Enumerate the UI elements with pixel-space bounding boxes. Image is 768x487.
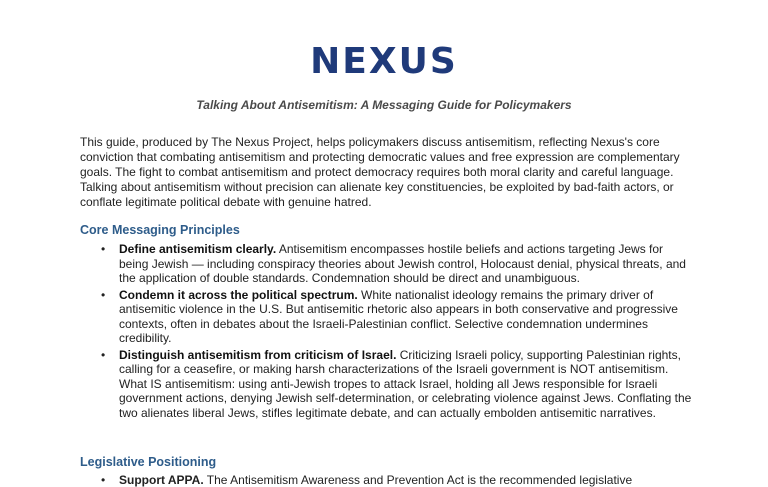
intro-paragraph: This guide, produced by The Nexus Project, helps policymakers discuss antisemitism, reflecting Nexus's core conviction that combating antisemitism and protecting democratic values and free expression are complementary goals. The fight to combat antisemitism and protect democracy requires both moral clarity and careful language. Talking about antisemitism without precision can alienate key constituencies, be exploited by bad-faith actors, or conflate legitimate political debate with genuine hatred. <box>80 135 680 209</box>
bullet-icon: • <box>101 473 106 487</box>
partial-lead: Support APPA. <box>119 473 204 487</box>
list-item <box>80 348 692 421</box>
document-subtitle: Talking About Antisemitism: A Messaging Guide for Policymakers <box>196 98 572 112</box>
bullet-lead: Condemn it across the political spectrum. <box>119 287 358 302</box>
bullet-icon: • <box>101 347 106 362</box>
list-item <box>80 242 692 286</box>
section-heading-legislative: Legislative Positioning <box>80 455 217 469</box>
list-item <box>80 288 692 346</box>
bullet-icon: • <box>101 287 106 302</box>
bullet-lead: Define antisemitism clearly. <box>119 242 277 256</box>
bullet-lead: Distinguish antisemitism from criticism of Israel. <box>119 347 397 362</box>
bullet-body: Antisemitism encompasses hostile beliefs and actions targeting Jews for being Jewish — including conspiracy theories about Jewish control, Holocaust denial, physical threats, and the application of double standards. Condemnation should be direct and unambiguous. <box>119 242 686 285</box>
legislative-partial-line <box>101 473 679 487</box>
core-principles-list <box>80 242 692 422</box>
nexus-logo: NEXUS <box>310 41 458 82</box>
section-heading-core-principles: Core Messaging Principles <box>80 223 240 237</box>
partial-body: The Antisemitism Awareness and Prevention Act is the recommended legislative <box>203 473 633 487</box>
bullet-body: Criticizing Israeli policy, supporting Palestinian rights, calling for a ceasefire, or making harsh characterizations of the Israeli government is NOT antisemitism. What IS antisemitism: using anti-Jewish tropes to attack Israel, holding all Jews responsible for Israeli government actions, denying Jewish self-determination, or celebrating violence against Jews. Conflating the two alienates liberal Jews, stifles legitimate debate, and can actually embolden antisemitic narratives. <box>119 347 692 420</box>
bullet-icon: • <box>101 242 106 256</box>
bullet-body: White nationalist ideology remains the primary driver of antisemitic violence in the U.S. But antisemitic rhetoric also appears in both conservative and progressive contexts, often in debates about the Israeli-Palestinian conflict. Selective condemnation undermines credibility. <box>119 287 678 345</box>
